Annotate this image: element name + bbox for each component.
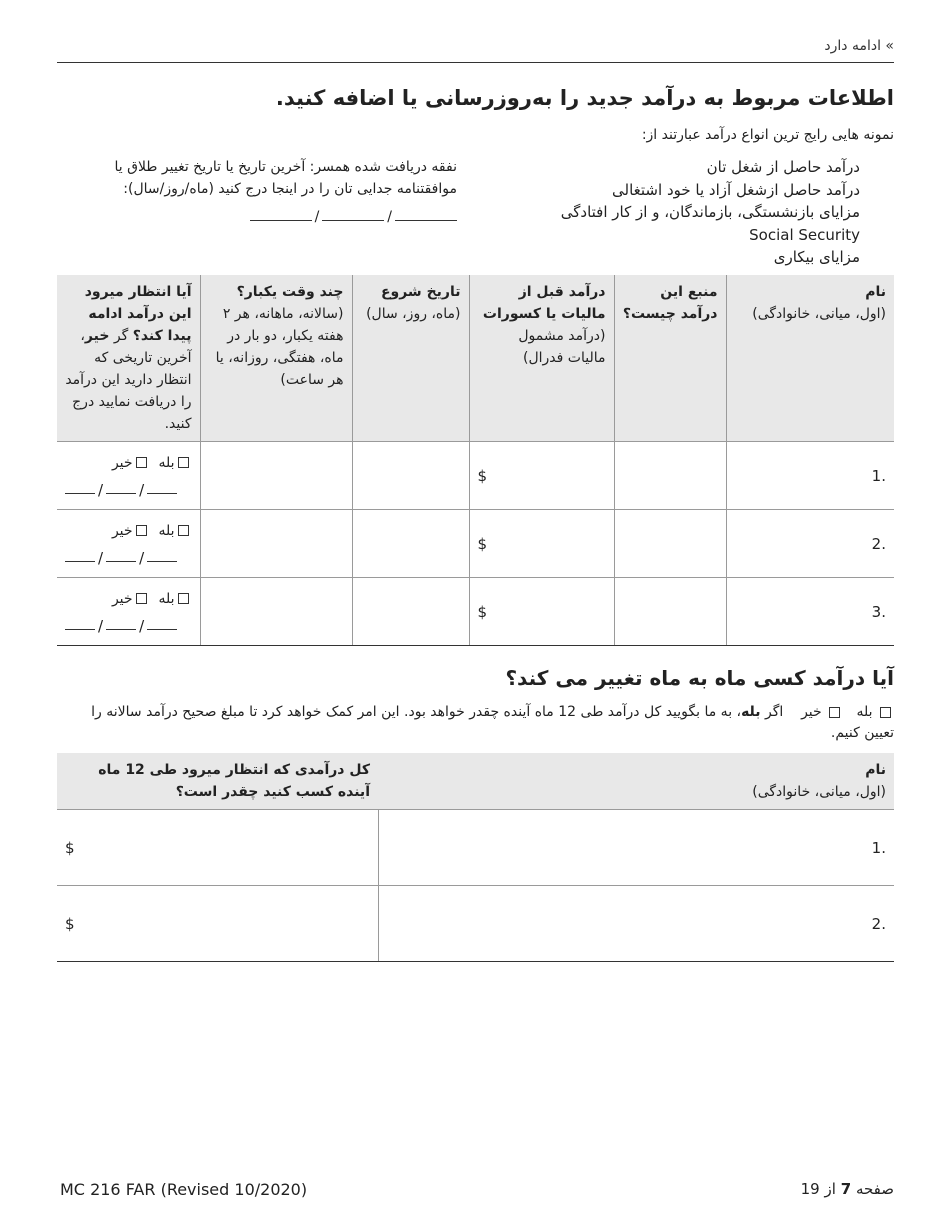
day-blank[interactable]: [322, 206, 384, 221]
annual-income-table: [57, 753, 894, 962]
yes-checkbox[interactable]: [178, 525, 189, 536]
page-number: صفحه 7 از 19: [800, 1180, 894, 1198]
table-row: [57, 510, 894, 578]
source-cell[interactable]: [614, 578, 726, 646]
spousal-support-text: نفقه دریافت شده همسر: آخرین تاریخ یا تاریخ تغییر طلاق یا موافقتنامه جدایی تان را در اینجا درج کنید (ماه/روز/سال):: [114, 159, 457, 197]
continue-cell: بله خیر / /: [57, 442, 200, 510]
continue-cell: بله خیر / /: [57, 510, 200, 578]
no-checkbox[interactable]: [136, 593, 147, 604]
header-start-date: تاریخ شروع (ماه، روز، سال): [352, 275, 469, 442]
income-table: [57, 275, 894, 646]
header-total: کل درآمدی که انتظار میرود طی 12 ماه آینده کسب کنید چقدر است؟: [57, 753, 378, 810]
pretax-cell[interactable]: $: [469, 510, 614, 578]
monthly-yes-checkbox[interactable]: [880, 707, 891, 718]
section2-title: آیا درآمد کسی ماه به ماه تغییر می کند؟: [505, 666, 894, 690]
table-row: [57, 442, 894, 510]
start-date-cell[interactable]: [352, 510, 469, 578]
pretax-cell[interactable]: $: [469, 442, 614, 510]
yes-checkbox[interactable]: [178, 457, 189, 468]
pretax-cell[interactable]: $: [469, 578, 614, 646]
name-cell[interactable]: .1: [378, 810, 894, 886]
example-item: مزایای بازنشستگی، بازماندگان، و از کار افتادگی: [560, 203, 860, 221]
no-checkbox[interactable]: [136, 457, 147, 468]
name-cell[interactable]: .2: [726, 510, 894, 578]
table-row: [57, 810, 894, 886]
spousal-date-field[interactable]: / /: [77, 206, 457, 228]
spousal-support-block: [77, 156, 457, 228]
start-date-cell[interactable]: [352, 442, 469, 510]
name-cell[interactable]: .2: [378, 886, 894, 962]
example-item: Social Security: [749, 225, 860, 244]
no-checkbox[interactable]: [136, 525, 147, 536]
name-cell[interactable]: .3: [726, 578, 894, 646]
continued-label: » ادامه دارد: [824, 38, 894, 54]
table-row: [57, 578, 894, 646]
year-blank[interactable]: [395, 206, 457, 221]
frequency-cell[interactable]: [200, 510, 352, 578]
yes-checkbox[interactable]: [178, 593, 189, 604]
example-item: درآمد حاصل ازشغل آزاد یا خود اشتغالی: [612, 180, 860, 199]
name-cell[interactable]: .1: [726, 442, 894, 510]
intro-text: نمونه هایی رایج ترین انواع درآمد عبارتند از:: [641, 127, 894, 143]
end-date-field[interactable]: / /: [65, 481, 192, 499]
start-date-cell[interactable]: [352, 578, 469, 646]
continue-cell: بله خیر / /: [57, 578, 200, 646]
form-id: MC 216 FAR (Revised 10/2020): [60, 1180, 308, 1199]
frequency-cell[interactable]: [200, 578, 352, 646]
section-title: اطلاعات مربوط به درآمد جدید را به‌روزرسانی یا اضافه کنید.: [275, 86, 894, 110]
header-pretax: درآمد قبل از مالیات یا کسورات (درآمد مشمول مالیات فدرال): [469, 275, 614, 442]
total-cell[interactable]: $: [57, 886, 378, 962]
header-continue: آیا انتظار میرود این درآمد ادامه پیدا کند؟ گر خیر، آخرین تاریخی که انتظار دارید این درآمد را دریافت نمایید درج کنید.: [57, 275, 200, 442]
monthly-no-checkbox[interactable]: [829, 707, 840, 718]
source-cell[interactable]: [614, 442, 726, 510]
table-row: [57, 886, 894, 962]
end-date-field[interactable]: / /: [65, 549, 192, 567]
source-cell[interactable]: [614, 510, 726, 578]
top-divider: [57, 62, 894, 63]
header-name: نام (اول، میانی، خانوادگی): [726, 275, 894, 442]
total-cell[interactable]: $: [57, 810, 378, 886]
income-examples-list: [561, 156, 860, 269]
frequency-cell[interactable]: [200, 442, 352, 510]
form-page: [57, 0, 894, 1230]
header-frequency: چند وقت یکبار؟ (سالانه، ماهانه، هر ۲ هفته یکبار، دو بار در ماه، هفتگی، روزانه، یا هر ساعت): [200, 275, 352, 442]
example-item: درآمد حاصل از شغل تان: [706, 158, 860, 176]
header-name: نام (اول، میانی، خانوادگی): [378, 753, 894, 810]
month-blank[interactable]: [250, 206, 312, 221]
example-item: مزایای بیکاری: [773, 248, 860, 266]
end-date-field[interactable]: / /: [65, 617, 192, 635]
header-source: منبع این درآمد چیست؟: [614, 275, 726, 442]
monthly-change-question: بله خیر اگر بله، به ما بگویید کل درآمد طی 12 ماه آینده چقدر خواهد بود. این امر کمک خواهد کرد تا مبلغ صحیح درآمد سالانه را تعیین کنیم.: [91, 704, 894, 741]
